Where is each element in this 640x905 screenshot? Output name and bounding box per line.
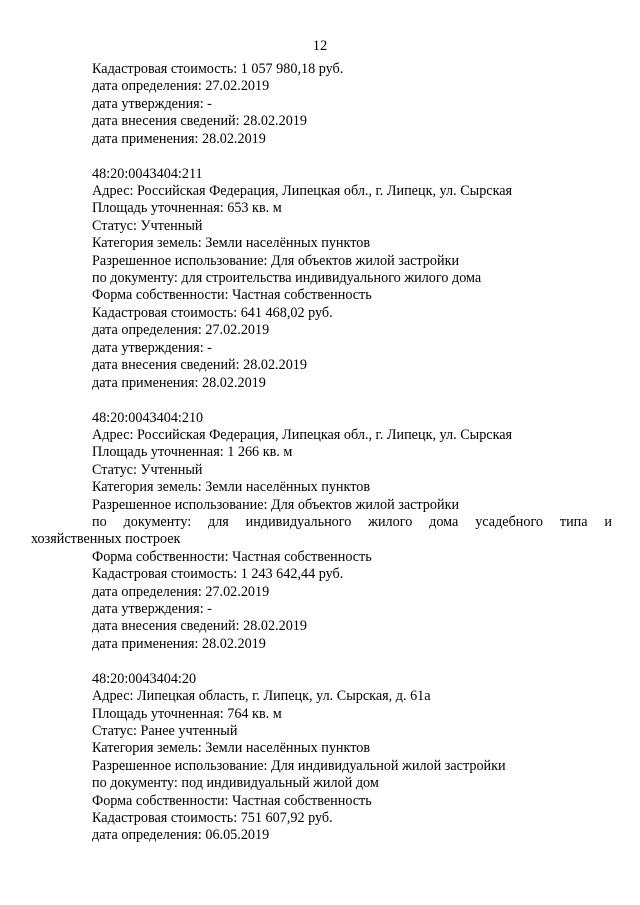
date-entered: дата внесения сведений: 28.02.2019 (92, 357, 307, 374)
cadastral-value: Кадастровая стоимость: 641 468,02 руб. (92, 304, 333, 321)
date-approved: дата утверждения: - (92, 600, 212, 617)
cadastral-value: Кадастровая стоимость: 751 607,92 руб. (92, 810, 333, 827)
date-determined: дата определения: 06.05.2019 (92, 827, 270, 844)
parcel-number: 48:20:0043404:211 (92, 165, 203, 182)
parcel-address: Адрес: Российская Федерация, Липецкая обл., г. Липецк, ул. Сырская (92, 426, 513, 443)
permitted-use: Разрешенное использование: Для объектов жилой застройки (92, 496, 460, 513)
parcel-status: Статус: Ранее учтенный (92, 723, 238, 739)
by-document-continuation: хозяйственных построек (31, 531, 181, 548)
land-category: Категория земель: Земли населённых пунктов (92, 740, 371, 757)
page-number: 12 (312, 38, 328, 54)
permitted-use: Разрешенное использование: Для объектов жилой застройки (92, 252, 460, 269)
parcel-status: Статус: Учтенный (92, 461, 203, 478)
date-determined: дата определения: 27.02.2019 (92, 322, 270, 339)
parcel-area: Площадь уточненная: 764 кв. м (92, 705, 282, 722)
parcel-number: 48:20:0043404:20 (92, 670, 197, 687)
cadastral-value: Кадастровая стоимость: 1 243 642,44 руб. (92, 566, 344, 583)
parcel-block (92, 166, 612, 392)
date-applied: дата применения: 28.02.2019 (92, 374, 266, 391)
permitted-use: Разрешенное использование: Для индивидуальной жилой застройки (92, 757, 506, 774)
date-determined: дата определения: 27.02.2019 (92, 583, 270, 600)
ownership-form: Форма собственности: Частная собственность (92, 548, 372, 565)
parcel-area: Площадь уточненная: 653 кв. м (92, 200, 282, 217)
date-entered: дата внесения сведений: 28.02.2019 (92, 113, 307, 130)
land-category: Категория земель: Земли населённых пунктов (92, 479, 371, 496)
by-document: по документу: для индивидуального жилого дома усадебного типа и (92, 513, 612, 530)
date-approved: дата утверждения: - (92, 339, 212, 356)
date-approved: дата утверждения: - (92, 95, 212, 112)
land-category: Категория земель: Земли населённых пунктов (92, 235, 371, 252)
top-block (92, 61, 612, 148)
document-body (31, 61, 612, 845)
date-applied: дата применения: 28.02.2019 (92, 635, 266, 652)
by-document: по документу: под индивидуальный жилой дом (92, 775, 379, 792)
date-entered: дата внесения сведений: 28.02.2019 (92, 618, 307, 635)
parcel-block (92, 671, 612, 845)
date-applied: дата применения: 28.02.2019 (92, 130, 266, 147)
parcel-address: Адрес: Российская Федерация, Липецкая обл., г. Липецк, ул. Сырская (92, 183, 513, 200)
parcel-block (31, 409, 612, 654)
by-document: по документу: для строительства индивидуального жилого дома (92, 270, 482, 287)
ownership-form: Форма собственности: Частная собственность (92, 287, 372, 304)
parcel-address: Адрес: Липецкая область, г. Липецк, ул. Сырская, д. 61а (92, 688, 431, 705)
cadastral-value: Кадастровая стоимость: 1 057 980,18 руб. (92, 61, 344, 77)
parcel-status: Статус: Учтенный (92, 217, 203, 234)
date-determined: дата определения: 27.02.2019 (92, 78, 270, 95)
parcel-number: 48:20:0043404:210 (92, 409, 204, 426)
ownership-form: Форма собственности: Частная собственность (92, 792, 372, 809)
parcel-area: Площадь уточненная: 1 266 кв. м (92, 444, 293, 461)
